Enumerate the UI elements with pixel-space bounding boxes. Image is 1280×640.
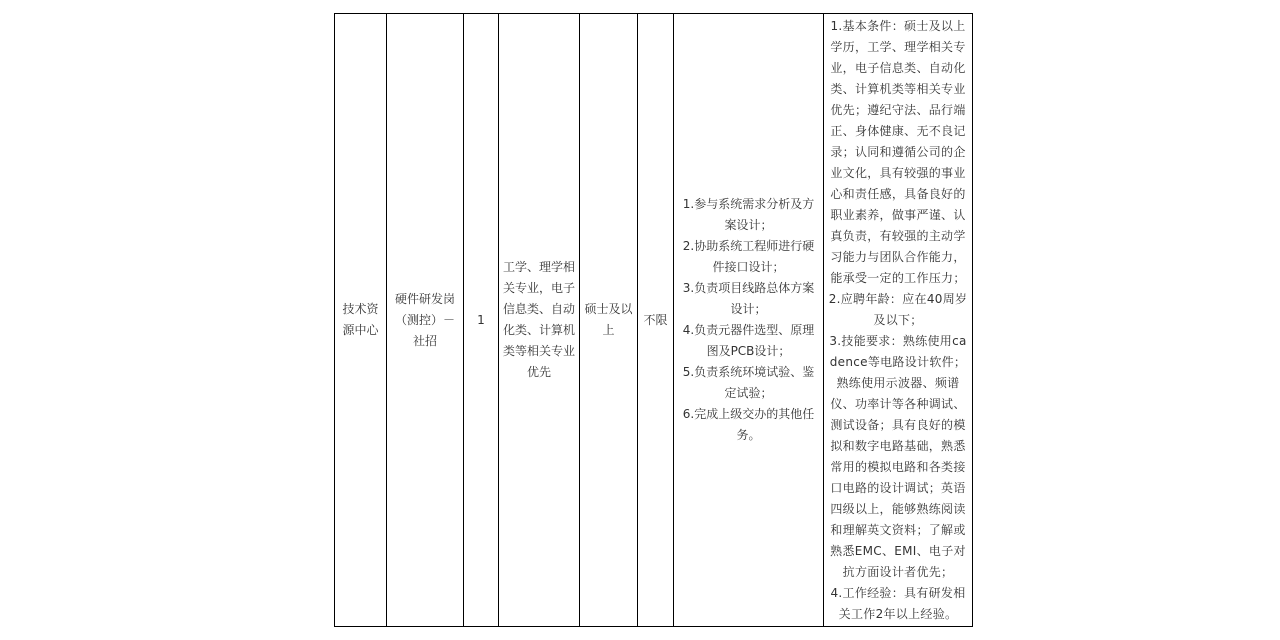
requirements-cell xyxy=(824,14,973,627)
table-row xyxy=(335,14,973,627)
duty-item: 2.协助系统工程师进行硬件接口设计； xyxy=(682,239,815,274)
education-text: 硕士及以上 xyxy=(584,302,633,337)
major-cell xyxy=(499,14,580,627)
duty-item: 6.完成上级交办的其他任务。 xyxy=(682,407,815,442)
headcount-cell xyxy=(464,14,499,627)
requirement-item: 1.基本条件：硕士及以上学历，工学、理学相关专业，电子信息类、自动化类、计算机类等相关专业优先；遵纪守法、品行端正、身体健康、无不良记录；认同和遵循公司的企业文化，具有较强的事业心和责任感，具备良好的职业素养，做事严谨、认真负责，有较强的主动学习能力与团队合作能力，能承受一定的工作压力； xyxy=(830,18,966,285)
duty-item: 1.参与系统需求分析及方案设计； xyxy=(682,197,815,232)
age-text: 不限 xyxy=(643,312,668,327)
requirement-item: 3.技能要求：熟练使用cadence等电路设计软件；熟练使用示波器、频谱仪、功率计等各种调试、测试设备；具有良好的模拟和数字电路基础，熟悉常用的模拟电路和各类接口电路的设计调试；英语四级以上，能够熟练阅读和理解英文资料；了解或熟悉EMC、EMI、电子对抗方面设计者优先； xyxy=(829,333,967,579)
duty-item: 5.负责系统环境试验、鉴定试验； xyxy=(682,365,815,400)
department-text: 技术资源中心 xyxy=(342,302,379,337)
age-cell xyxy=(638,14,674,627)
department-cell xyxy=(335,14,387,627)
duty-item: 4.负责元器件选型、原理图及PCB设计； xyxy=(682,323,815,358)
education-cell xyxy=(580,14,638,627)
duty-item: 3.负责项目线路总体方案设计； xyxy=(682,281,815,316)
major-text: 工学、理学相关专业，电子信息类、自动化类、计算机类等相关专业优先 xyxy=(503,260,576,379)
position-cell xyxy=(387,14,464,627)
requirement-item: 4.工作经验：具有研发相关工作2年以上经验。 xyxy=(830,585,966,621)
requirement-item: 2.应聘年龄：应在40周岁及以下； xyxy=(828,291,968,327)
duties-cell xyxy=(674,14,824,627)
job-posting-table xyxy=(334,13,973,627)
headcount-text: 1 xyxy=(477,312,485,327)
position-text: 硬件研发岗（测控）－社招 xyxy=(394,291,455,348)
